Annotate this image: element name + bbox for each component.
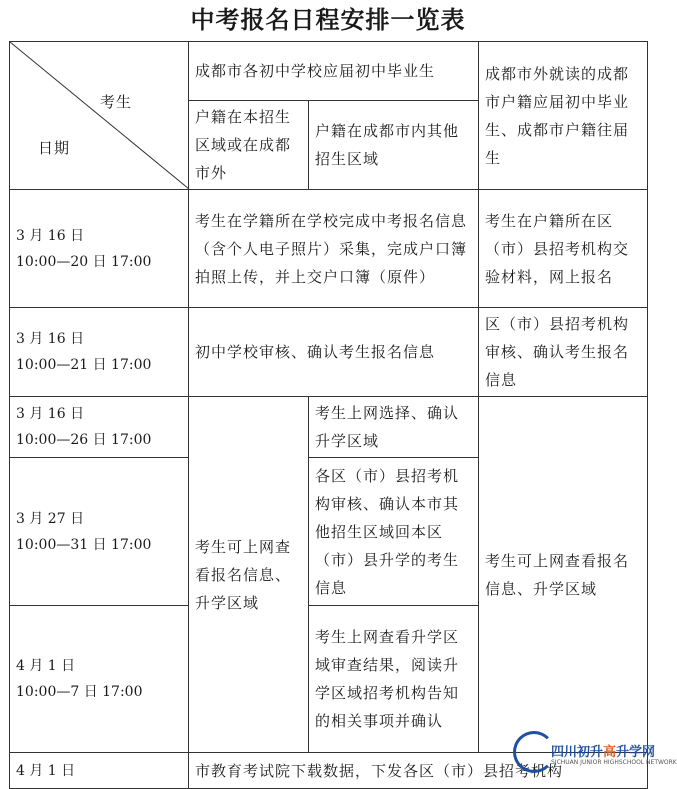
header-local-students: 成都市各初中学校应届初中毕业生 xyxy=(189,42,479,101)
row6-date xyxy=(10,753,189,789)
row5-date-start: 4 月 1 日 xyxy=(16,658,76,674)
row4-date-start: 3 月 27 日 xyxy=(16,510,85,527)
row6-merged: 市教育考试院下载数据，下发各区（市）县招考机构 xyxy=(189,753,648,789)
row2-date-start: 3 月 16 日 xyxy=(16,331,85,347)
header-corner xyxy=(10,42,189,190)
row3-date-start: 3 月 16 日 xyxy=(16,406,85,422)
schedule-table xyxy=(9,41,648,789)
row1-local: 考生在学籍所在学校完成中考报名信息（含个人电子照片）采集，完成户口簿拍照上传，并上交户口簿（原件） xyxy=(189,190,479,308)
row2-date-range: 10:00—21 日 17:00 xyxy=(16,357,152,373)
page-title: 中考报名日程安排一览表 xyxy=(190,5,466,34)
logo-brand: 四川初升高升学网 xyxy=(551,745,656,760)
row4-date xyxy=(10,458,189,606)
header-local-sub2: 户籍在成都市内其他招生区域 xyxy=(309,101,479,190)
merged-outside-cell: 考生可上网查看报名信息、升学区域 xyxy=(479,397,648,753)
row2-local: 初中学校审核、确认考生报名信息 xyxy=(189,308,479,397)
row4-sub2: 各区（市）县招考机构审核、确认本市其他招生区域回本区（市）县升学的考生信息 xyxy=(309,458,479,606)
row1-outside: 考生在户籍所在区（市）县招考机构交验材料，网上报名 xyxy=(479,190,648,308)
logo-tagline: SICHUAN JUNIOR HIGHSCHOOL NETWORK xyxy=(551,759,677,766)
merged-sub1-cell: 考生可上网查看报名信息、升学区域 xyxy=(189,397,309,753)
row5-date xyxy=(10,606,189,753)
watermark-logo xyxy=(505,727,677,783)
row1-date-start: 3 月 16 日 xyxy=(16,227,85,244)
header-candidate: 考生 xyxy=(99,93,132,111)
row3-date-range: 10:00—26 日 17:00 xyxy=(16,432,152,448)
header-local-sub1: 户籍在本招生区域或在成都市外 xyxy=(189,101,309,190)
row5-date-range: 10:00—7 日 17:00 xyxy=(16,684,143,700)
header-outside-students: 成都市外就读的成都市户籍应届初中毕业生、成都市户籍往届生 xyxy=(479,42,648,190)
header-date: 日期 xyxy=(38,139,71,157)
row6-date-start: 4 月 1 日 xyxy=(16,762,76,779)
row4-date-range: 10:00—31 日 17:00 xyxy=(16,536,152,553)
row1-date xyxy=(10,190,189,308)
row2-date xyxy=(10,308,189,397)
row5-sub2: 考生上网查看升学区域审查结果，阅读升学区域招考机构告知的相关事项并确认 xyxy=(309,606,479,753)
logo-circle-icon xyxy=(513,731,555,773)
row2-outside: 区（市）县招考机构审核、确认考生报名信息 xyxy=(479,308,648,397)
row3-sub2: 考生上网选择、确认升学区域 xyxy=(309,397,479,458)
row1-date-range: 10:00—20 日 17:00 xyxy=(16,253,152,270)
row3-date xyxy=(10,397,189,458)
